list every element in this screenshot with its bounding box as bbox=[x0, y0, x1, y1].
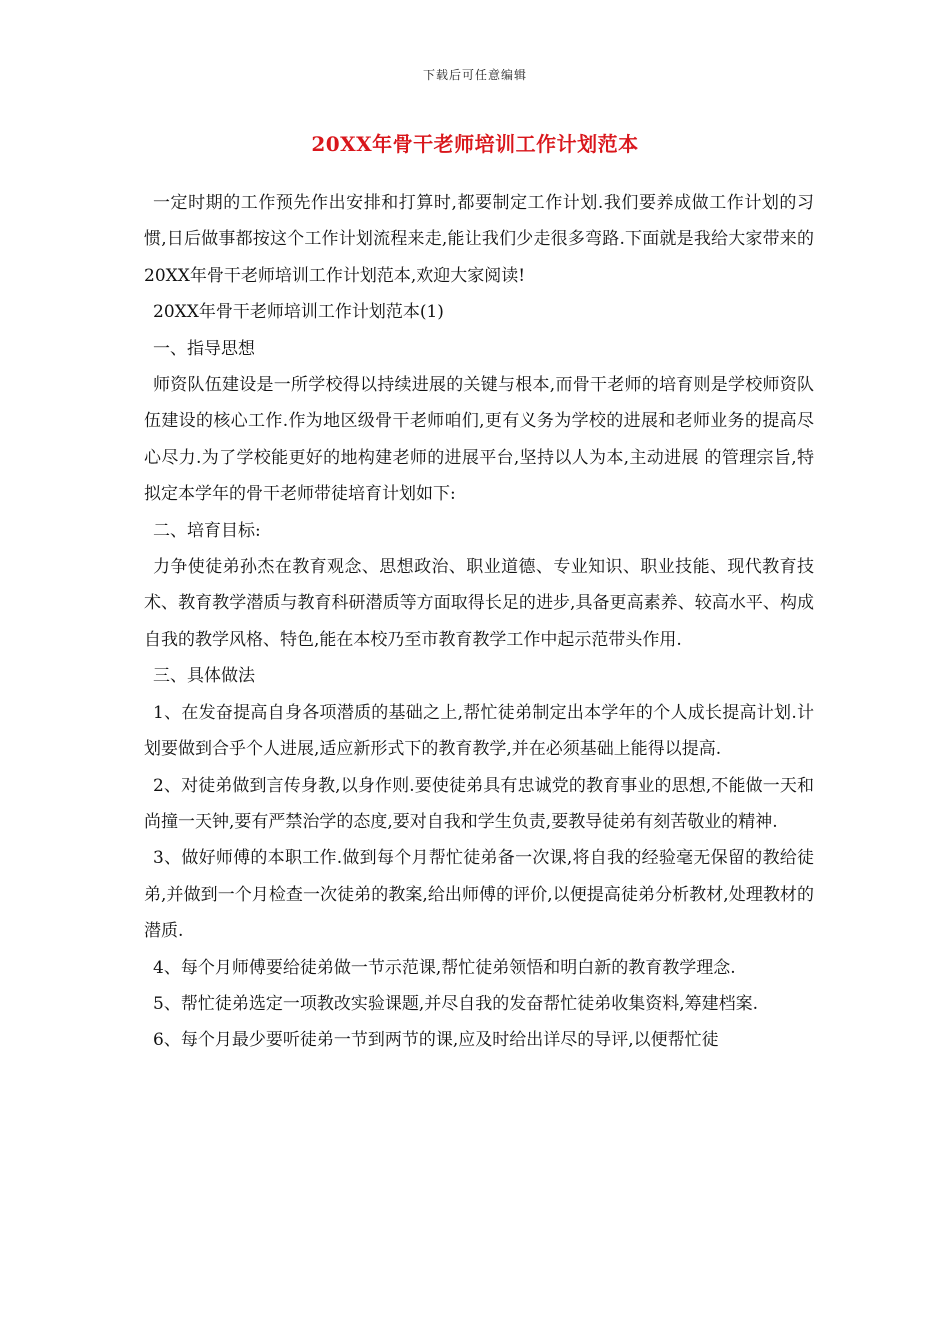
list-item-method-1: 1、在发奋提高自身各项潜质的基础之上,帮忙徒弟制定出本学年的个人成长提高计划.计划要做到合乎个人进展,适应新形式下的教育教学,并在必须基础上能得以提高. bbox=[144, 702, 814, 760]
section-heading-goals: 二、培育目标: bbox=[153, 520, 261, 541]
document-title: 20XX年骨干老师培训工作计划范本 bbox=[311, 132, 639, 156]
paragraph-guiding-idea: 师资队伍建设是一所学校得以持续进展的关键与根本,而骨干老师的培育则是学校师资队伍建设的核心工作.作为地区级骨干老师咱们,更有义务为学校的进展和老师业务的提高尽心尽力.为了学校能更好的地构建老师的进展平台,坚持以人为本,主动进展 的管理宗旨,特拟定本学年的骨干老师带徒培育计划如下: bbox=[144, 375, 814, 505]
list-item-method-2: 2、对徒弟做到言传身教,以身作则.要使徒弟具有忠诚党的教育事业的思想,不能做一天和尚撞一天钟,要有严禁治学的态度,要对自我和学生负责,要教导徒弟有刻苦敬业的精神. bbox=[144, 775, 814, 832]
section-heading-methods: 三、具体做法 bbox=[153, 666, 255, 687]
document-body bbox=[144, 185, 814, 1059]
list-item-method-3: 3、做好师傅的本职工作.做到每个月帮忙徒弟备一次课,将自我的经验毫无保留的教给徒弟,并做到一个月检查一次徒弟的教案,给出师傅的评价,以便提高徒弟分析教材,处理教材的潜质. bbox=[144, 848, 814, 942]
section-heading-guiding-idea: 一、指导思想 bbox=[153, 338, 255, 359]
intro-paragraph: 一定时期的工作预先作出安排和打算时,都要制定工作计划.我们要养成做工作计划的习惯,日后做事都按这个工作计划流程来走,能让我们少走很多弯路.下面就是我给大家带来的20XX年骨干老师培训工作计划范本,欢迎大家阅读! bbox=[144, 193, 814, 286]
paragraph-goals: 力争使徒弟孙杰在教育观念、思想政治、职业道德、专业知识、职业技能、现代教育技术、教育教学潜质与教育科研潜质等方面取得长足的进步,具备更高素养、较高水平、构成自我的教学风格、特色,能在本校乃至市教育教学工作中起示范带头作用. bbox=[144, 557, 814, 650]
list-item-method-6: 6、每个月最少要听徒弟一节到两节的课,应及时给出详尽的导评,以便帮忙徒 bbox=[153, 1030, 719, 1051]
list-item-method-5: 5、帮忙徒弟选定一项教改实验课题,并尽自我的发奋帮忙徒弟收集资料,筹建档案. bbox=[153, 993, 759, 1014]
section-heading-plan-1: 20XX年骨干老师培训工作计划范本(1) bbox=[153, 302, 444, 323]
list-item-method-4: 4、每个月师傅要给徒弟做一节示范课,帮忙徒弟领悟和明白新的教育教学理念. bbox=[153, 957, 736, 978]
header-note: 下载后可任意编辑 bbox=[422, 68, 527, 82]
